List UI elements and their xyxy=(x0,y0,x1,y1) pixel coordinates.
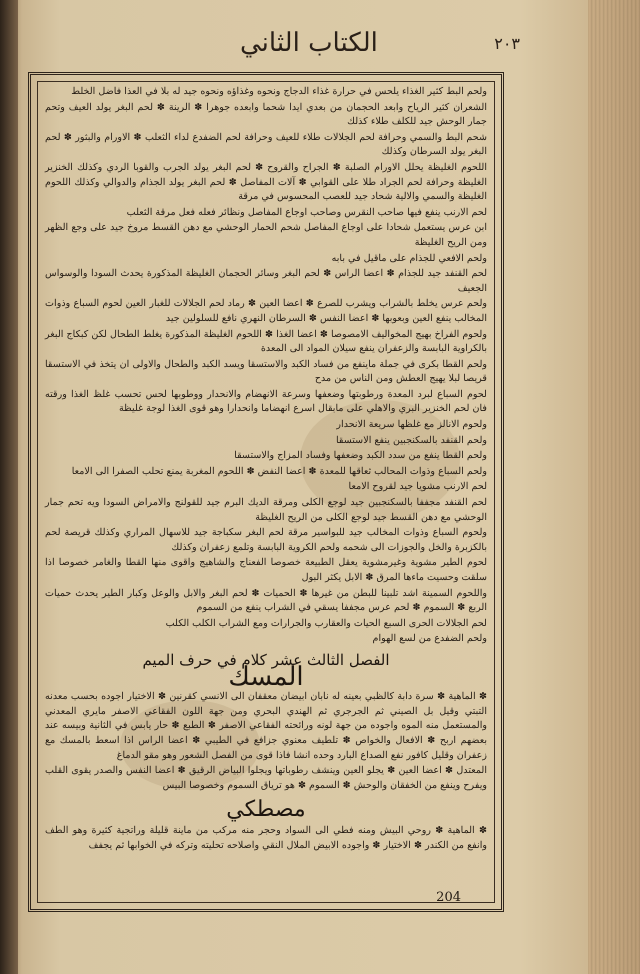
book-gutter xyxy=(0,0,18,974)
page-number-bottom: 204 xyxy=(436,890,461,905)
running-head: الكتاب الثاني xyxy=(240,28,378,58)
paragraph: ولحوم الانالز مع غلظها سريعة الانحدار xyxy=(336,419,487,431)
paragraph: ولحم القطا بكرى في جملة ماينفع من فساد الكبد والاستسقا ويسد الكبد والطحال والاولى ان يتخذ في الاستسقا قريصا لبلا يهيج العطش ومن الناس من مدح xyxy=(45,358,487,385)
section-title: الفصل الثالث عشر كلام في حرف الميم xyxy=(142,650,390,669)
entry-paragraph: المعتدل ✽ اعضا العين ✽ يجلو العين وينشف رطوباتها ويجلوا البياض الرقيق ✽ اعضا النفس والصدر يقوى القلب ويفرح وينفع من الخفقان والوحش ✽ السموم ✽ هو ترياق السموم وخصوصا البيس xyxy=(45,765,487,791)
entry-paragraph: ✽ الماهية ✽ روحي البيش ومنه فطي الى السواد وحجر منه مركب من ماينة قليلة وراتجية كثيرة وهو الطف وانفع من الكندر ✽ الاختيار ✽ واجوده الابيض الملال النقي واصلاحه تحليته وتركه في الخوابها ثم يجفف xyxy=(45,824,487,851)
paragraph: ولحم القطا ينفع من سدد الكبد وضعفها وفساد المزاج والاستسقا xyxy=(234,450,487,462)
paragraph: لحوم السباع لبرد المعدة ورطوبتها وضعفها وسرعة الانهضام والانحدار ووطوبها لحس تحسب غلظ الغذا ورقته فان لحم الخنزير البري والاهلي على مابقال اسرع انهضاما وانحدارا وهو قوى الغذا لوجة غليظة xyxy=(45,388,487,415)
paragraph: ولحم عرس يخلط بالشراب ويشرب للصرع ✽ اعضا العين ✽ رماد لحم الجلالات للغبار العين لحوم السباع وذوات المخالب ينفع العين وبعوبها ✽ اعضا النفس ✽ السرطان النهري نافع للسلولين جيد xyxy=(45,298,487,324)
paragraph: ولحم السباع وذوات المحالب ثعاقها للمعدة ✽ اعضا النفض ✽ اللحوم المغربة يمنع تحلب الصفرا الى الامعا xyxy=(71,465,487,477)
paragraph: ولحم الضفدع من لسع الهوام xyxy=(372,633,487,645)
page-header xyxy=(60,28,520,68)
paragraph: الشعران كثير الرياح وابعد الحجمان من بعدي ايدا شحما وابعده جوهرا ✽ الرينة ✽ لحم البغر يولد العيف وتحم جمار الوحش جيد للكلف طلاء كذلك xyxy=(45,101,488,128)
paragraph: لحوم الطير مشوية وغيرمشوية يعقل الطبيعة خصوصا الفعناج والشاهيج واقوى منها القطا والغامر خصوصا اذا سلقت وحسيت ماءها المرق ✽ الابل يكثر البول xyxy=(45,557,487,583)
paragraph: ولحم القنفد بالسكنجبين ينفع الاستسقا xyxy=(335,434,487,446)
paragraph: شحم البط والسمي وحرافة لحم الجلالات طلاء للعيف وحرافة لحم الضفدع لداء الثعلب ✽ الاورام والبثور ✽ لحم البغر يولد السرطان وكذلك xyxy=(45,131,487,158)
paragraph: اللحوم الغليظة يحلل الاورام الصلبة ✽ الجراح والقروح ✽ لحم البغر يولد الجرب والقوبا الردي وكذلك الخنزير الغليظة وحرافة لحم الجراد طلا على القوابي ✽ آلات المفاصل ✽ لحم البغر يولد الجذام والدوالي وكذلك اللحوم الغليظة والسمي والالية شحاد جيد للعصب المحسوس في مرقة xyxy=(45,161,487,203)
paragraph: واللحوم السمينة اشد تلبينا للبطن من غيرها ✽ الحميات ✽ لحم البغر والابل والوعل وكبار الطير يحدث حميات الربع ✽ السموم ✽ لحم عرس مجففا يسقي في الشراب ينفع من السموم xyxy=(45,587,487,614)
entry-title-musk: المسك xyxy=(228,661,304,692)
page-edges xyxy=(588,0,640,974)
text-frame xyxy=(28,72,504,912)
paragraph: لحم القنفد جيد للجذام ✽ اعضا الراس ✽ لحم البغر وسائر الحجمان الغليظة المذكورة يحدث السودا والوسواس الجعيف xyxy=(45,268,487,294)
paragraph: ابن عرس يستعمل شحادا على اوجاع المفاصل شحم الحمار الوحشي مع دهن القسط مروخ جيد على وجع الظهر ومن الريح الغليظة xyxy=(45,222,487,248)
paragraph: لحم الجلالات الحرى السبع الحيات والعقارب والجرارات ومع الشراب الكلب الكلب xyxy=(165,617,487,629)
paragraph: ولحم البط كثير الغذاء يلحس في حرارة غذاء الدجاج ونحوه وغذاؤه ونحوه جيد له بلا في العذا فاضل الخلط xyxy=(71,86,487,97)
page-number-top: ٢٠٣ xyxy=(494,34,520,53)
paragraph: لحم الارنب مشويا جيد لقروح الامعا xyxy=(348,481,487,493)
paragraph: ولحوم الفراخ بهيج المخواليف الامصوصا ✽ اعضا الغذا ✽ اللحوم الغليظة المذكورة يغلط الطحال لكن كبكاج البغر بالكراوية البابسة والزعفران ينفع سيلان المواد الى المعدة xyxy=(45,328,487,355)
entry-paragraph: ✽ الماهية ✽ سرة دابة كالظبي بعينه له نابان ابيضان معقفان الى الانسي كقرنين ✽ الاختيار اجوده بحسب معدنه التبتي وقيل بل الصيني ثم الجرجري ثم الهندي البحري ومن جهة اللون الفقاعي الاصفر مايري المعدني والمستعمل منه الموه واجوده من جهة لونه ورائحته الفقاعي الاصفر ✽ الطبع ✽ حار يابس في الثانية وبيسه عند بعضهم اربح ✽ الافعال والخواص ✽ تلطيف معنوي جزافع في الطيبي ✽ اعضا الراس اذا اسعط بالمسك مع زعفران وقليل كافور نفع الصداع البارد وحده انشا فاذا قوى من الفصل الشعور وهو مقو الدماغ xyxy=(45,691,487,761)
main-text xyxy=(45,85,487,854)
paragraph: لحم القنفد مجففا بالسكنجبين جيد لوجع الكلى ومرقة الديك البرم جيد للقولنج والامراض السودا ويه تحم جمار الوحشي مع دهن القسط جيد لوجع الكلى من الريح الغليظة xyxy=(45,497,487,523)
paragraph: لحم الارنب ينفع فيها صاحب النقرس وصاحب اوجاع المفاصل ونظائر فعله فعل مرقة الثعلب xyxy=(126,206,487,218)
entry-title-mastic: مصطكي xyxy=(226,797,306,823)
paragraph: ولحوم السباع وذوات المخالب جيد للبواسير مرقة لحم البغر سكباجة جيد للاسهال المراري وكذلك قريصة لحم بالكزبرة والخل والجوزات الى شحمه ولحم الكروية البابسة وتلمع زعفران وكذلك xyxy=(45,527,487,553)
paragraph: ولحم الافعي للجذام على ماقيل في بابه xyxy=(331,252,487,264)
